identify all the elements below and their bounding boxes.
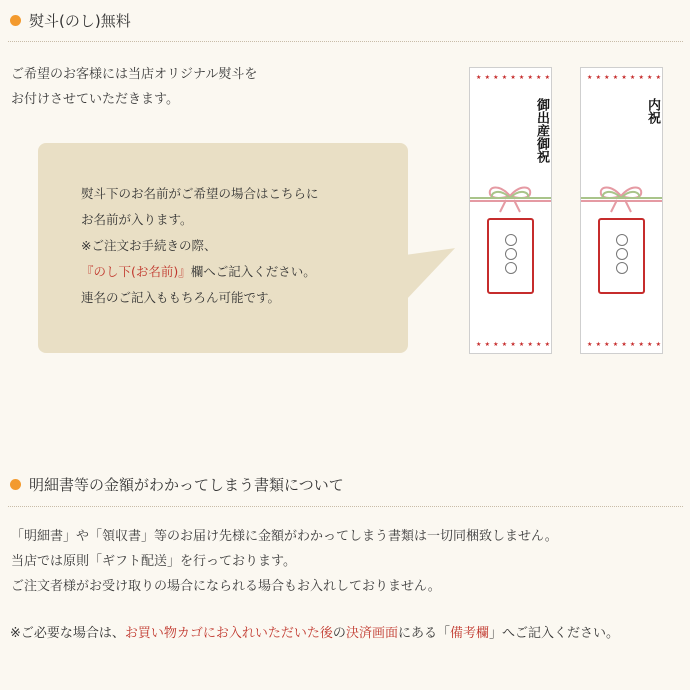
orange-bullet-icon (10, 15, 21, 26)
stars-bottom: ★★★★★★★★★ (476, 341, 554, 348)
noshi-intro-line: ご希望のお客様には当店オリジナル熨斗を (11, 67, 258, 82)
bubble-line: ※ご注文お手続きの際、 (81, 238, 217, 253)
stars-top: ★★★★★★★★★ (587, 74, 665, 81)
mizuhiki-knot-icon (581, 176, 662, 216)
note-highlight-remarks: 備考欄 (449, 626, 489, 641)
bubble-line: 熨斗下のお名前がご希望の場合はこちらに (81, 186, 319, 201)
bubble-line (81, 259, 319, 285)
speech-bubble-tail (405, 226, 455, 301)
note-text: ※ご必要な場合は、 (10, 626, 125, 641)
name-box (487, 218, 534, 294)
statement-paragraph (11, 524, 558, 599)
statement-line: 「明細書」や「領収書」等のお届け先様に金額がわかってしまう書類は一切同梱致しません。 (11, 529, 558, 544)
noshi-title-text: 熨斗(のし)無料 (29, 12, 131, 30)
bubble-line: 連名のご記入ももちろん可能です。 (81, 290, 281, 305)
stars-top: ★★★★★★★★★ (476, 74, 554, 81)
statement-line: 当店では原則「ギフト配送」を行っております。 (11, 554, 296, 569)
placeholder-circle-icon (505, 248, 517, 260)
noshi-section-title (10, 10, 131, 31)
section-divider (8, 41, 683, 42)
name-box (598, 218, 645, 294)
speech-bubble-text (81, 181, 319, 311)
stars-bottom: ★★★★★★★★★ (587, 341, 665, 348)
noshi-intro (11, 62, 257, 112)
placeholder-circle-icon (616, 234, 628, 246)
statement-section-title (10, 474, 344, 495)
section-divider (8, 506, 683, 507)
bubble-line: お名前が入ります。 (81, 212, 193, 227)
bubble-line-rest: 欄へご記入ください。 (190, 264, 316, 279)
statement-title-text: 明細書等の金額がわかってしまう書類について (29, 476, 344, 494)
placeholder-circle-icon (505, 262, 517, 274)
placeholder-circle-icon (616, 248, 628, 260)
noshi-card-text: 御出産御祝 (534, 98, 549, 163)
note-highlight-checkout: 決済画面 (345, 626, 398, 641)
noshi-name-field-label: 『のし下(お名前)』 (81, 264, 191, 279)
noshi-sample-card (580, 67, 663, 354)
note-highlight-cart: お買い物カゴにお入れいただいた後 (124, 626, 333, 641)
note-text: 」へご記入ください。 (488, 626, 619, 641)
statement-note (10, 621, 619, 646)
mizuhiki-knot-icon (470, 176, 551, 216)
note-text: にある「 (397, 626, 450, 641)
placeholder-circle-icon (505, 234, 517, 246)
note-text: の (332, 626, 346, 641)
orange-bullet-icon (10, 479, 21, 490)
statement-line: ご注文者様がお受け取りの場合になられる場合もお入れしておりません。 (11, 579, 441, 594)
noshi-intro-line: お付けさせていただきます。 (11, 92, 179, 107)
noshi-sample-card (469, 67, 552, 354)
noshi-card-text: 内祝 (645, 98, 660, 124)
placeholder-circle-icon (616, 262, 628, 274)
